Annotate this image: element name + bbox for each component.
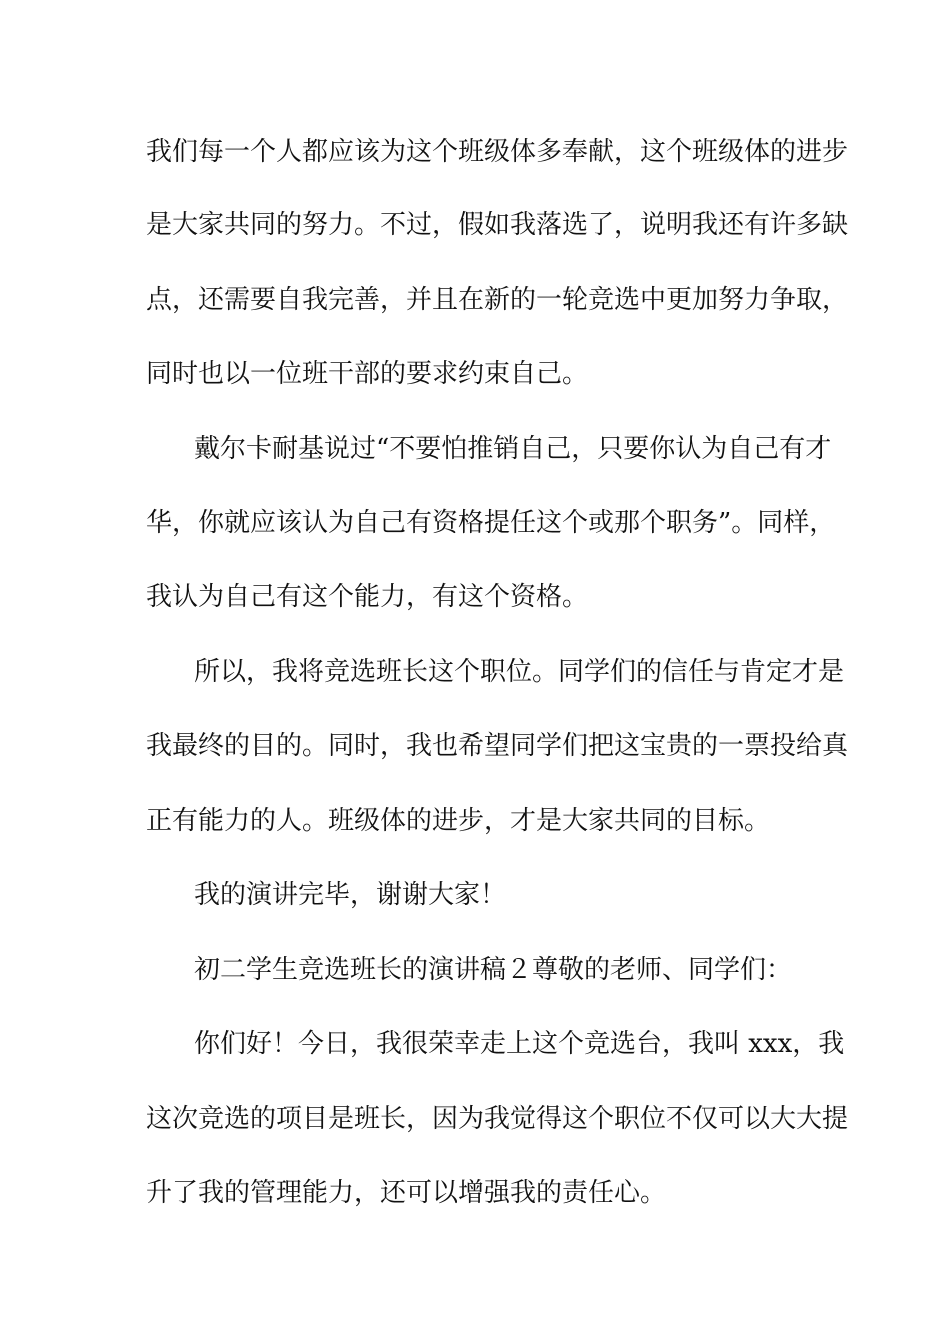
text-line: 点，还需要自我完善，并且在新的一轮竞选中更加努力争取， (146, 285, 849, 315)
text-line: 这次竞选的项目是班长，因为我觉得这个职位不仅可以大大提 (146, 1104, 849, 1134)
paragraph-first-line: 我的演讲完毕，谢谢大家！ (194, 880, 507, 910)
text-line: 我们每一个人都应该为这个班级体多奉献，这个班级体的进步 (146, 137, 849, 167)
text-line: 升了我的管理能力，还可以增强我的责任心。 (146, 1178, 667, 1208)
paragraph-first-line: 戴尔卡耐基说过“不要怕推销自己，只要你认为自己有才 (194, 434, 832, 464)
text-line: 华，你就应该认为自己有资格提任这个或那个职务”。同样， (146, 508, 836, 538)
text-line: 正有能力的人。班级体的进步，才是大家共同的目标。 (146, 806, 771, 836)
section-heading: 初二学生竞选班长的演讲稿２尊敬的老师、同学们： (194, 955, 793, 985)
paragraph-first-line: 所以，我将竞选班长这个职位。同学们的信任与肯定才是 (194, 657, 845, 687)
text-line: 我认为自己有这个能力，有这个资格。 (146, 582, 589, 612)
text-line: 是大家共同的努力。不过，假如我落选了，说明我还有许多缺 (146, 210, 849, 240)
text-line: 我最终的目的。同时，我也希望同学们把这宝贵的一票投给真 (146, 731, 849, 761)
text-line: 同时也以一位班干部的要求约束自己。 (146, 359, 589, 389)
paragraph-first-line: 你们好！今日，我很荣幸走上这个竞选台，我叫 xxx，我 (194, 1029, 845, 1059)
